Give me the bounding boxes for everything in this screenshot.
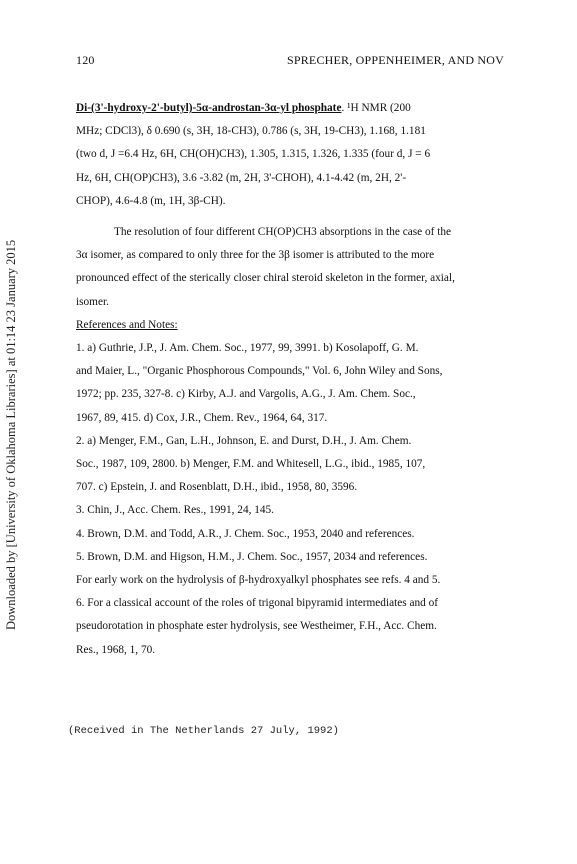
paragraph-line: pronounced effect of the sterically closer chiral steroid skeleton in the former, axial, (76, 272, 455, 285)
reference-line: 1. a) Guthrie, J.P., J. Am. Chem. Soc., 1977, 99, 3991. b) Kosolapoff, G. M. (76, 342, 419, 355)
reference-line: 6. For a classical account of the roles of trigonal bipyramid intermediates and of (76, 597, 439, 610)
compound-line-1 (76, 97, 506, 120)
paragraph-line: isomer. (76, 295, 109, 308)
compound-title: Di-(3'-hydroxy-2'-butyl)-5α-androstan-3α-yl phosphate (76, 102, 342, 114)
reference-line: and Maier, L., "Organic Phosphorous Compounds," Vol. 6, John Wiley and Sons, (76, 365, 443, 378)
nmr-line: CHOP), 4.6-4.8 (m, 1H, 3β-CH). (76, 194, 226, 207)
running-head: SPRECHER, OPPENHEIMER, AND NOV (286, 53, 504, 67)
page-number: 120 (76, 53, 95, 67)
reference-line: 1967, 89, 415. d) Cox, J.R., Chem. Rev., 1964, 64, 317. (76, 411, 328, 424)
reference-line: 3. Chin, J., Acc. Chem. Res., 1991, 24, 145. (76, 504, 275, 517)
nmr-line: MHz; CDCl3), δ 0.690 (s, 3H, 18-CH3), 0.786 (s, 3H, 19-CH3), 1.168, 1.181 (76, 125, 426, 138)
reference-line: 2. a) Menger, F.M., Gan, L.H., Johnson, E. and Durst, D.H., J. Am. Chem. (76, 434, 412, 447)
reference-line: 707. c) Epstein, J. and Rosenblatt, D.H., ibid., 1958, 80, 3596. (76, 481, 358, 494)
nmr-line: . ¹H NMR (200 (341, 102, 411, 114)
download-watermark: Downloaded by [University of Oklahoma Libraries] at 01:14 23 January 2015 (4, 239, 18, 630)
reference-line: 4. Brown, D.M. and Todd, A.R., J. Chem. Soc., 1953, 2040 and references. (76, 527, 415, 540)
reference-line: For early work on the hydrolysis of β-hydroxyalkyl phosphates see refs. 4 and 5. (76, 574, 441, 587)
paragraph-line: 3α isomer, as compared to only three for the 3β isomer is attributed to the more (76, 249, 435, 262)
nmr-line: (two d, J =6.4 Hz, 6H, CH(OH)CH3), 1.305, 1.315, 1.326, 1.335 (four d, J = 6 (76, 148, 431, 161)
references-heading: References and Notes: (76, 318, 178, 331)
received-date: (Received in The Netherlands 27 July, 1992) (68, 725, 339, 737)
page-body (76, 97, 506, 662)
nmr-line: Hz, 6H, CH(OP)CH3), 3.6 -3.82 (m, 2H, 3'-CHOH), 4.1-4.42 (m, 2H, 2'- (76, 171, 407, 184)
reference-line: Res., 1968, 1, 70. (76, 643, 156, 656)
reference-line: pseudorotation in phosphate ester hydrolysis, see Westheimer, F.H., Acc. Chem. (76, 620, 437, 633)
reference-line: 1972; pp. 235, 327-8. c) Kirby, A.J. and Vargolis, A.G., J. Am. Chem. Soc., (76, 388, 416, 401)
paragraph-line: The resolution of four different CH(OP)CH3 absorptions in the case of the (114, 226, 452, 239)
reference-line: 5. Brown, D.M. and Higson, H.M., J. Chem. Soc., 1957, 2034 and references. (76, 550, 428, 563)
reference-line: Soc., 1987, 109, 2800. b) Menger, F.M. and Whitesell, L.G., ibid., 1985, 107, (76, 458, 426, 471)
